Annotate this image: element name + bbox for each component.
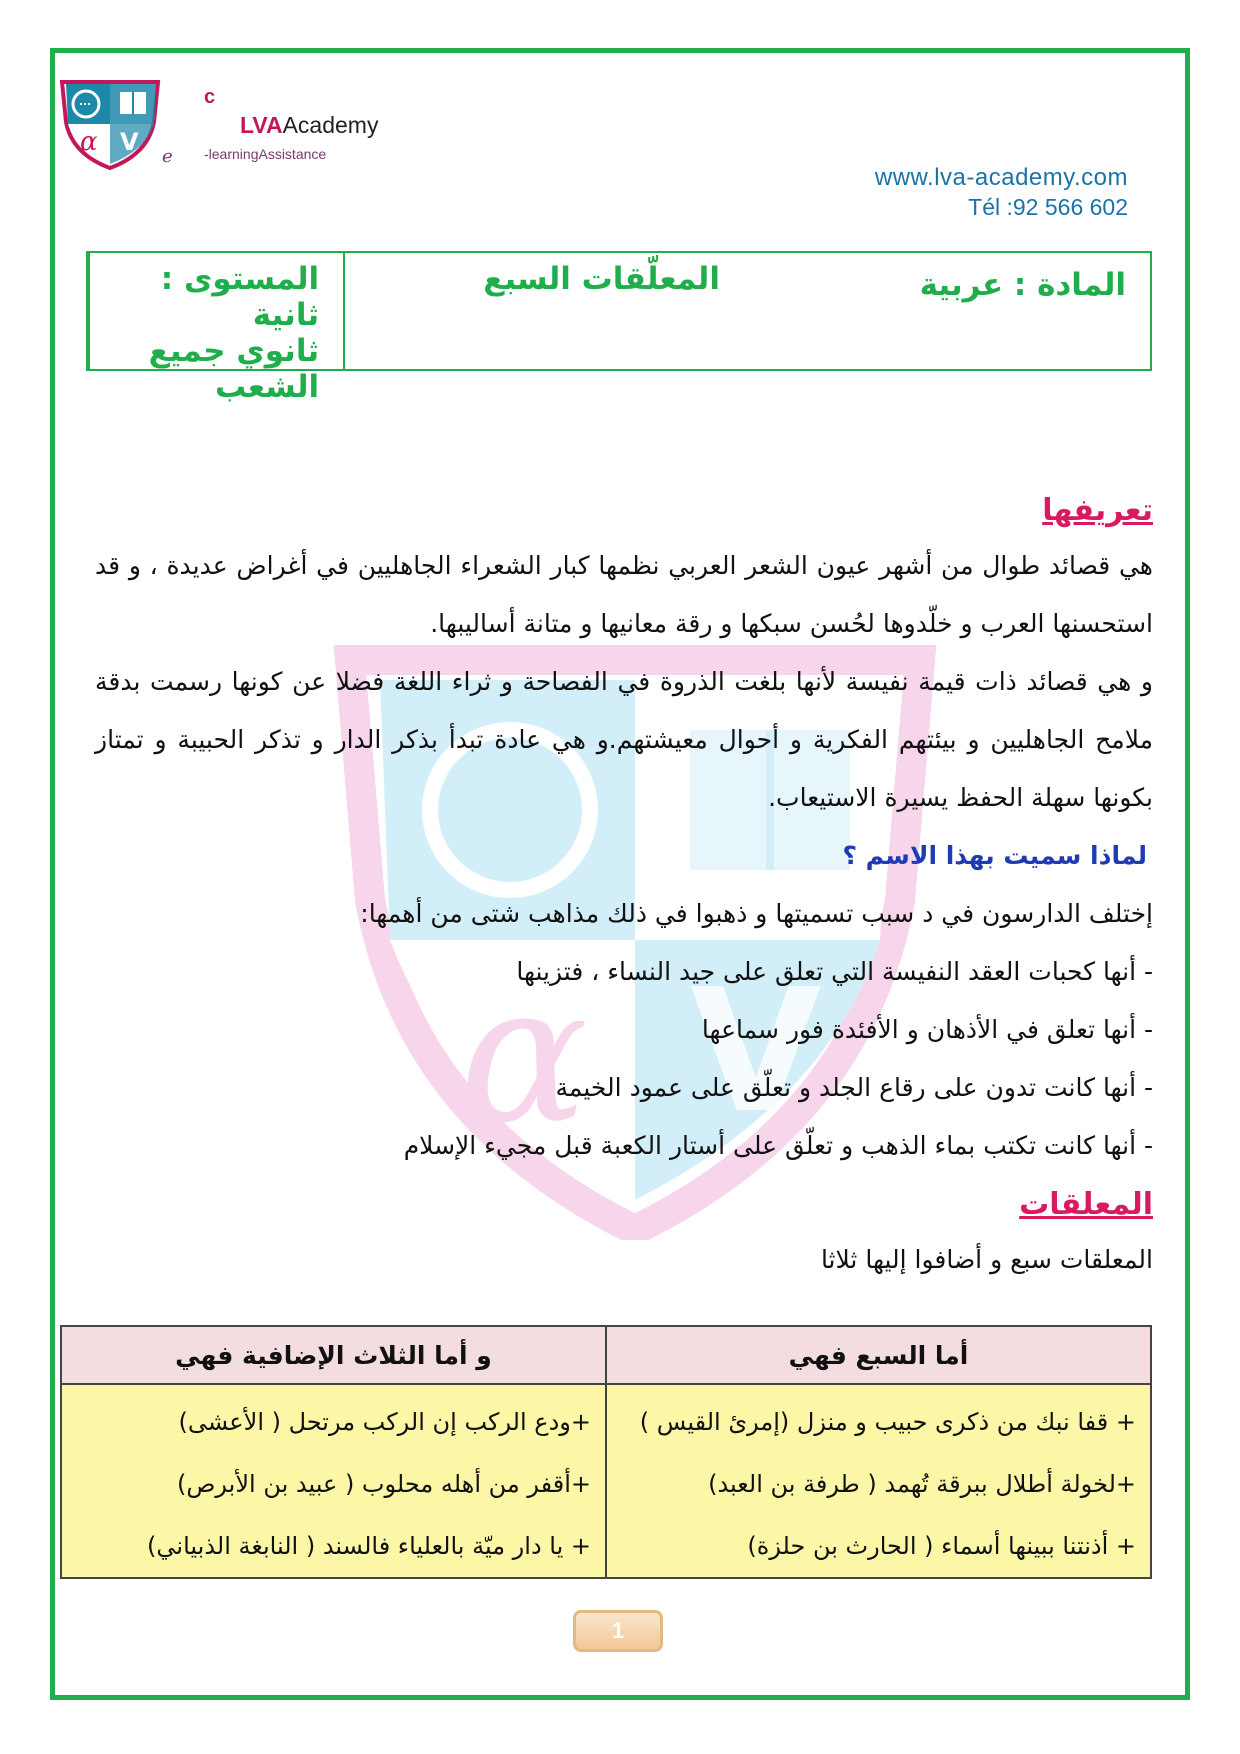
- logo-subtitle: -learningAssistance: [204, 146, 327, 162]
- table-row: [61, 1453, 1151, 1515]
- svg-text:V: V: [120, 128, 139, 156]
- definition-heading: تعريفها: [1042, 493, 1153, 528]
- title-box: [86, 251, 1152, 405]
- level-cell: [88, 253, 343, 405]
- subject-cell: المادة : عربية: [919, 267, 1126, 303]
- level-line-2: ثانوي جميع الشعب: [148, 333, 320, 405]
- svg-text:α: α: [80, 127, 98, 157]
- definition-paragraph-1: هي قصائد طوال من أشهر عيون الشعر العربي نظمها كبار الشعراء الجاهليين في أغراض عديدة ، و قد استحسنها العرب و خلّدوها لحُسن سبكها و رقة معانيها و متانة أساليبها.: [95, 551, 1153, 638]
- seven-poem-1: + قفا نبك من ذكرى حبيب و منزل (إمرئ القيس ): [606, 1384, 1151, 1453]
- table-row: [61, 1384, 1151, 1453]
- naming-reason-3: - أنها كانت تدون على رقاع الجلد و تعلّق على عمود الخيمة: [555, 1073, 1153, 1102]
- phone-number: Tél :92 566 602: [968, 194, 1128, 220]
- naming-question: لماذا سميت بهذا الاسم ؟: [842, 841, 1147, 870]
- naming-reason-2: - أنها تعلق في الأذهان و الأفئدة فور سماعها: [701, 1015, 1153, 1044]
- svg-text:α: α: [460, 944, 589, 1165]
- logo-name: [240, 112, 378, 139]
- contact-info: [875, 164, 1128, 221]
- header-seven: أما السبع فهي: [606, 1326, 1151, 1384]
- naming-reason-4: - أنها كانت تكتب بماء الذهب و تعلّق على أستار الكعبة قبل مجيء الإسلام: [403, 1131, 1153, 1160]
- logo-brand: LVA: [240, 112, 283, 138]
- muallaqat-intro: المعلقات سبع و أضافوا إليها ثلاثا: [820, 1245, 1153, 1274]
- table-header-row: [61, 1326, 1151, 1384]
- naming-intro: إختلف الدارسون في د سبب تسميتها و ذهبوا في ذلك مذاهب شتى من أهمها:: [360, 899, 1153, 928]
- poems-table: [60, 1325, 1152, 1579]
- topic-cell: المعلّقات السبع: [343, 253, 858, 369]
- logo-letter-e: e: [162, 146, 173, 167]
- table-row: [61, 1515, 1151, 1578]
- page-number-badge: 1: [573, 1610, 663, 1652]
- level-line-1: المستوى : ثانية: [160, 261, 320, 333]
- header-three: و أما الثلاث الإضافية فهي: [61, 1326, 606, 1384]
- seven-poem-3: + أذنتنا ببينها أسماء ( الحارث بن حلزة): [606, 1515, 1151, 1578]
- logo-academy: Academy: [282, 112, 379, 138]
- naming-reason-1: - أنها كحبات العقد النفيسة التي تعلق على جيد النساء ، فتزينها: [516, 957, 1153, 986]
- website-link[interactable]: www.lva-academy.com: [874, 164, 1128, 191]
- academy-logo-icon: [58, 78, 162, 170]
- muallaqat-heading: المعلقات: [1019, 1187, 1153, 1222]
- three-poem-1: +ودع الركب إن الركب مرتحل ( الأعشى): [61, 1384, 606, 1453]
- svg-text:V: V: [690, 953, 822, 1151]
- three-poem-2: +أقفر من أهله محلوب ( عبيد بن الأبرص): [61, 1453, 606, 1515]
- three-poem-3: + يا دار ميّة بالعلياء فالسند ( النابغة الذبياني): [61, 1515, 606, 1578]
- main-content: [95, 485, 1153, 1289]
- logo-letter-c: c: [204, 86, 216, 108]
- definition-paragraph-2: و هي قصائد ذات قيمة نفيسة لأنها بلغت الذروة في الفصاحة و ثراء اللغة فضلا عن كونها رسمت بدقة ملامح الجاهليين و بيئتهم الفكرية و أحوال معيشتهم.و هي عادة تبدأ بذكر الدار و تذكر الحبيبة و تمتاز بكونها سهلة الحفظ يسيرة الاستيعاب.: [95, 667, 1153, 812]
- seven-poem-2: +لخولة أطلال ببرقة تُهمد ( طرفة بن العبد): [606, 1453, 1151, 1515]
